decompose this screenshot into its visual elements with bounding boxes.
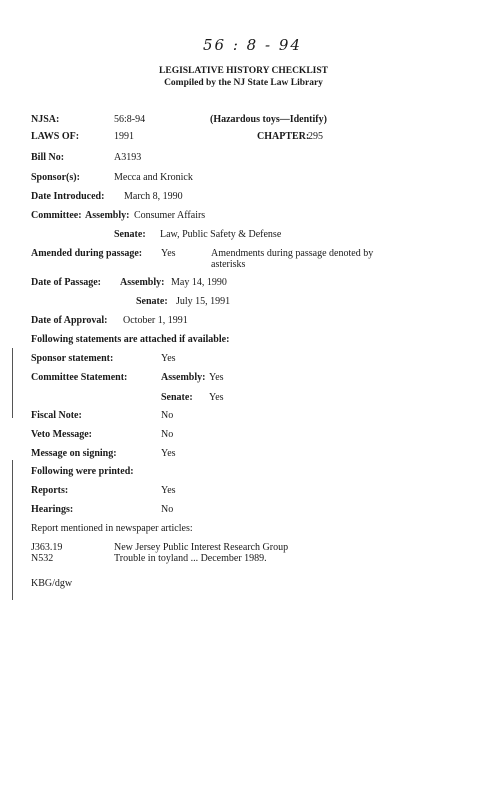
- njsa-note: (Hazardous toys—Identify): [210, 114, 327, 125]
- fiscal-note-value: No: [161, 410, 174, 421]
- reference-text: Trouble in toyland ... December 1989.: [114, 553, 267, 564]
- scan-mark: [12, 348, 13, 418]
- date-introduced-label: Date Introduced:: [31, 191, 105, 202]
- reference-code: J363.19: [31, 542, 63, 553]
- committee-label: Committee:: [31, 210, 82, 221]
- bill-no-value: A3193: [114, 152, 142, 163]
- document-title: LEGISLATIVE HISTORY CHECKLIST: [159, 66, 328, 76]
- veto-message-value: No: [161, 429, 174, 440]
- passage-senate-value: July 15, 1991: [176, 296, 231, 307]
- chapter-label: CHAPTER:: [257, 131, 310, 142]
- committee-statement-senate-label: Senate:: [161, 392, 193, 403]
- attached-statements-heading: Following statements are attached if available:: [31, 334, 230, 345]
- laws-of-label: LAWS OF:: [31, 131, 80, 142]
- committee-senate-value: Law, Public Safety & Defense: [160, 229, 282, 240]
- committee-senate-label: Senate:: [114, 229, 146, 240]
- chapter-value: 295: [308, 131, 323, 142]
- sponsor-statement-value: Yes: [161, 353, 176, 364]
- date-of-passage-label: Date of Passage:: [31, 277, 101, 288]
- passage-senate-label: Senate:: [136, 296, 168, 307]
- sponsors-value: Mecca and Kronick: [114, 172, 193, 183]
- hearings-label: Hearings:: [31, 504, 74, 515]
- handwritten-statute-number: 56 : 8 - 94: [203, 36, 302, 54]
- newspaper-heading: Report mentioned in newspaper articles:: [31, 523, 193, 534]
- sponsors-label: Sponsor(s):: [31, 172, 80, 183]
- committee-assembly-value: Consumer Affairs: [134, 210, 206, 221]
- message-on-signing-value: Yes: [161, 448, 176, 459]
- initials: KBG/dgw: [31, 578, 73, 589]
- committee-statement-label: Committee Statement:: [31, 372, 128, 383]
- scan-mark: [12, 460, 13, 600]
- date-of-approval-value: October 1, 1991: [123, 315, 188, 326]
- njsa-label: NJSA:: [31, 114, 60, 125]
- laws-of-value: 1991: [114, 131, 134, 142]
- reports-value: Yes: [161, 485, 176, 496]
- amended-value: Yes: [161, 248, 176, 259]
- committee-statement-senate-value: Yes: [209, 392, 224, 403]
- document-subtitle: Compiled by the NJ State Law Library: [164, 78, 323, 88]
- date-of-approval-label: Date of Approval:: [31, 315, 108, 326]
- committee-assembly-label: Assembly:: [85, 210, 130, 221]
- njsa-value: 56:8-94: [114, 114, 146, 125]
- reports-label: Reports:: [31, 485, 69, 496]
- reference-code: N532: [31, 553, 54, 564]
- committee-statement-assembly-label: Assembly:: [161, 372, 206, 383]
- passage-assembly-label: Assembly:: [120, 277, 165, 288]
- reference-text: New Jersey Public Interest Research Group: [114, 542, 289, 553]
- printed-heading: Following were printed:: [31, 466, 134, 477]
- message-on-signing-label: Message on signing:: [31, 448, 117, 459]
- amended-label: Amended during passage:: [31, 248, 143, 259]
- veto-message-label: Veto Message:: [31, 429, 93, 440]
- amended-note-line1: Amendments during passage denoted by: [211, 248, 374, 259]
- amended-note-line2: asterisks: [211, 259, 246, 270]
- committee-statement-assembly-value: Yes: [209, 372, 224, 383]
- passage-assembly-value: May 14, 1990: [171, 277, 227, 288]
- fiscal-note-label: Fiscal Note:: [31, 410, 82, 421]
- bill-no-label: Bill No:: [31, 152, 65, 163]
- sponsor-statement-label: Sponsor statement:: [31, 353, 114, 364]
- hearings-value: No: [161, 504, 174, 515]
- date-introduced-value: March 8, 1990: [124, 191, 183, 202]
